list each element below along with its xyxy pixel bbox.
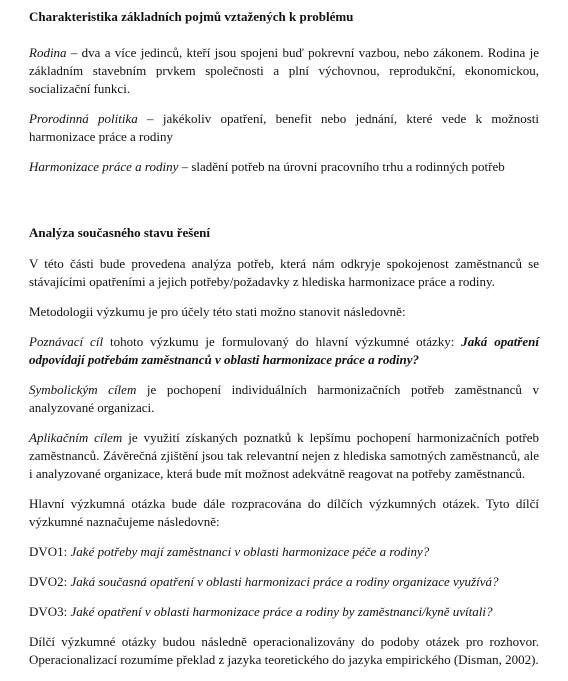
definition-prorodinna-politika — [29, 110, 539, 146]
paragraph-intro: V této části bude provedena analýza potřeb, která nám odkryje spokojenost zaměstnanců se stávajícími opatřeními a jejich potřeby/požadavky z hlediska harmonizace práce a rodiny. — [29, 256, 539, 289]
paragraph-cognitive-goal — [29, 333, 539, 369]
sub-question-2 — [29, 573, 539, 591]
paragraph-applied-goal — [29, 429, 539, 483]
definition-term: Prorodinná politika — [29, 111, 138, 126]
paragraph-main-question-note: Hlavní výzkumná otázka bude dále rozpracována do dílčích výzkumných otázek. Tyto dílčí výzkumné naznačujeme následovně: — [29, 496, 539, 529]
sub-question-label: DVO3: — [29, 604, 71, 619]
sub-question-3 — [29, 603, 539, 621]
goal-text: tohoto výzkumu je formulovaný do hlavní výzkumné otázky: — [103, 334, 462, 349]
definition-harmonizace — [29, 158, 539, 176]
sub-question-text: Jaká současná opatření v oblasti harmonizaci práce a rodiny organizace využívá? — [70, 574, 499, 589]
definition-term: Rodina — [29, 45, 67, 60]
definition-text: – jakékoliv opatření, benefit nebo jednání, které vede k možnosti harmonizace práce a rodiny — [29, 111, 539, 144]
sub-question-text: Jaké opatření v oblasti harmonizace práce a rodiny by zaměstnanci/kyně uvítali? — [70, 604, 493, 619]
definition-text: – sladění potřeb na úrovni pracovního trhu a rodinných potřeb — [178, 159, 505, 174]
goal-text: je pochopení individuálních harmonizačních potřeb zaměstnanců v analyzované organizaci. — [29, 382, 539, 415]
definition-text: – dva a více jedinců, kteří jsou spojeni buď pokrevní vazbou, nebo zákonem. Rodina je základním stavebním prvkem společnosti a plní výchovnou, reprodukční, ekonomickou, socializační funkci. — [29, 45, 539, 96]
sub-question-label: DVO1: — [29, 544, 71, 559]
goal-term: Symbolickým cílem — [29, 382, 137, 397]
sub-question-1 — [29, 543, 539, 561]
sub-question-label: DVO2: — [29, 574, 71, 589]
sub-question-text: Jaké potřeby mají zaměstnanci v oblasti harmonizace péče a rodiny? — [70, 544, 430, 559]
goal-text: je využití získaných poznatků k lepšímu pochopení harmonizačních potřeb zaměstnanců. Závěrečná zjištění jsou tak relevantní nejen z hlediska samotných zaměstnanců, ale i analyzované organizace, která bude mít možnost adekvátně reagovat na potřeby zaměstnanců. — [29, 430, 539, 481]
definition-term: Harmonizace práce a rodiny — [29, 159, 179, 174]
goal-term: Poznávací cíl — [29, 334, 104, 349]
main-research-question: Jaká opatření odpovídají potřebám zaměstnanců v oblasti harmonizace práce a rodiny? — [29, 334, 539, 367]
section-heading-concepts: Charakteristika základních pojmů vztažených k problému — [29, 9, 354, 24]
definition-rodina — [29, 44, 539, 98]
paragraph-symbolic-goal — [29, 381, 539, 417]
goal-term: Aplikačním cílem — [29, 430, 123, 445]
paragraph-closing: Dílčí výzkumné otázky budou následně operacionalizovány do podoby otázek pro rozhovor. Operacionalizací rozumíme překlad z jazyka teoretického do jazyka empirického (Disman, 2002). — [29, 634, 539, 667]
document-page — [29, 8, 539, 681]
section-heading-analysis: Analýza současného stavu řešení — [29, 225, 210, 240]
paragraph-methodology: Metodologii výzkumu je pro účely této stati možno stanovit následovně: — [29, 304, 406, 319]
